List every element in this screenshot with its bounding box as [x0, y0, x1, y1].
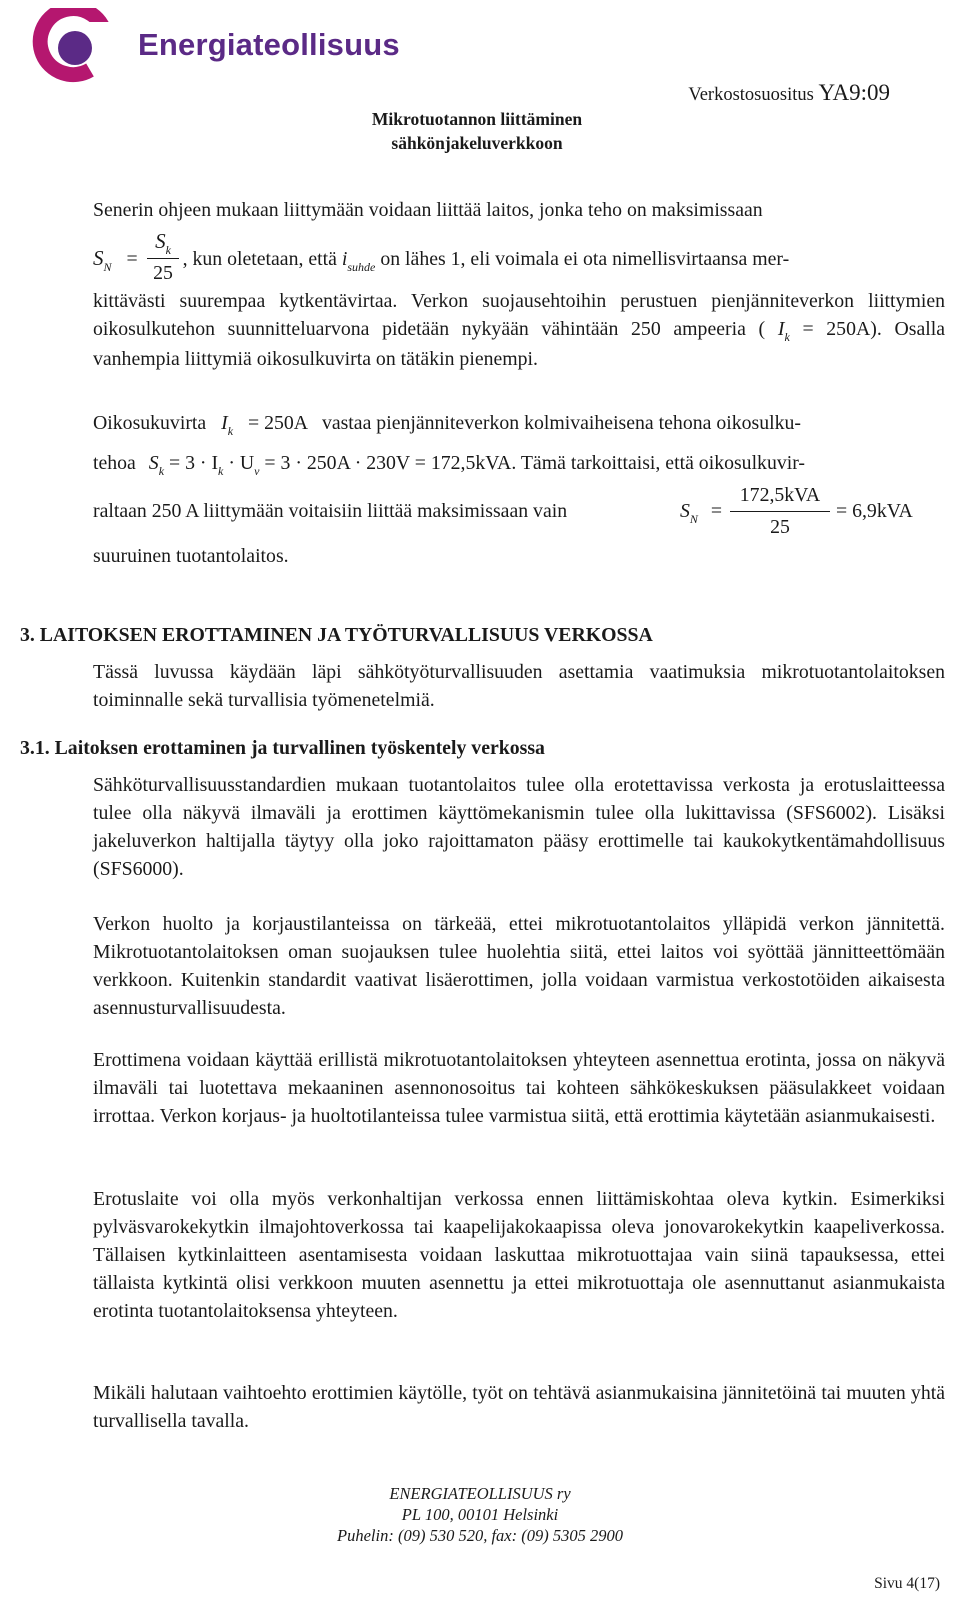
formula-denominator: 25: [153, 262, 173, 284]
calc-line-2: tehoa $S_k = 3 \cdot I_k \cdot U_v = 3 \cdot 250A \cdot 230V = 172,5kVA$. Tämä tarkoittaisi, että oikosulkuvir-: [93, 452, 806, 478]
recommendation-label: Verkostosuositus: [688, 85, 814, 105]
section-3-heading: 3. LAITOKSEN EROTTAMINEN JA TYÖTURVALLISUUS VERKOSSA: [20, 624, 653, 646]
sn-denominator: 25: [770, 516, 790, 538]
paragraph-3: Erottimena voidaan käyttää erillistä mikrotuotantolaitoksen yhteyteen asennettua erotinta, jossa on näkyvä ilmaväli tai luotettava mekaaninen asennonosoitus tai kohteen sähkökeskuksen pääsulakkeet voidaan irrottaa. Verkon korjaus- ja huoltotilanteissa tulee varmistua siitä, että erottimia käytetään asianmukaisesti.: [93, 1049, 945, 1127]
page-number: Sivu 4(17): [874, 1575, 940, 1592]
sn-fraction-bar: [730, 511, 830, 512]
intro-paragraph-rest: kittävästi suurempaa kytkentävirtaa. Verkon suojausehtoihin perustuen pienjänniteverkon liittymien oikosulkutehon suunnitteluarvona pidetään nykyään vähintään 250 ampeeria ( $I_k = 250A$). Osalla vanhempia liittymiä oikosulkuvirta on tätäkin pienempi.: [93, 290, 946, 370]
sn-result: = 6,9kVA: [836, 500, 913, 522]
brand-name: Energiateollisuus: [138, 27, 400, 62]
calc-line-3: raltaan 250 A liittymään voitaisiin liittää maksimissaan vain: [93, 500, 568, 522]
section-3-1-heading: 3.1. Laitoksen erottaminen ja turvallinen työskentely verkossa: [20, 737, 545, 759]
sn-result-formula: $S_N$ =: [680, 500, 723, 526]
recommendation-id: [688, 80, 890, 106]
intro-line-1: Senerin ohjeen mukaan liittymään voidaan liittää laitos, jonka teho on maksimissaan: [93, 199, 763, 221]
ik-value: = 250A: [802, 318, 871, 340]
footer-org: ENERGIATEOLLISUUS ry: [389, 1484, 571, 1503]
calc-line-1: Oikosukuvirta $I_k = 250A$ vastaa pienjänniteverkon kolmivaiheisena tehona oikosulku-: [93, 412, 801, 438]
formula-eq: =: [126, 248, 138, 270]
calc-line-4: suuruinen tuotantolaitos.: [93, 545, 289, 567]
document-title: [342, 107, 612, 155]
formula-s: S: [93, 246, 104, 270]
formula-s-sub: N: [103, 260, 112, 274]
formula-numerator: $S_k$: [155, 229, 171, 257]
footer: [280, 1483, 680, 1546]
paragraph-4: Erotuslaite voi olla myös verkonhaltijan verkossa ennen liittämiskohtaa oleva kytkin. Esimerkiksi pylväsvarokekytkin ilmajohtoverkossa tai kaapelijakokaapissa oleva jonovarokekytkin kaapeliverkossa. Tällaisen kytkinlaitteen asentamisesta voidaan laskuttaa mikrotuottajaa vain siinä tapauksessa, ettei tällaista kytkintä olisi verkkoon muuten asennettu ja ettei mikrotuottaja ole asennuttanut asianmukaista erotinta tuotantolaitoksensa yhteyteen.: [93, 1188, 945, 1322]
title-line-2: sähkönjakeluverkkoon: [391, 133, 563, 153]
i-var: i: [341, 248, 348, 270]
footer-address: PL 100, 00101 Helsinki: [401, 1505, 559, 1524]
intro-line-2a: , kun oletetaan, että: [182, 248, 342, 270]
paragraph-1: Sähköturvallisuusstandardien mukaan tuotantolaitos tulee olla erotettavissa verkosta ja erotuslaitteessa tulee olla näkyvä ilmaväli ja erottimen käyttömekanismin tulee olla lukittavissa (SFS6002). Lisäksi jakeluverkon haltijalla täytyy olla joko rajoittamaton pääsy erottimelle tai kaukokytkentämahdollisuus (SFS6000).: [93, 774, 945, 880]
title-line-1: Mikrotuotannon liittäminen: [371, 109, 583, 129]
section-3-text: Tässä luvussa käydään läpi sähkötyöturvallisuuden asettamia vaatimuksia mikrotuotantolaitoksen toiminnalle sekä turvallisia työmenetelmiä.: [93, 661, 945, 711]
footer-contact: Puhelin: (09) 530 520, fax: (09) 5305 2900: [337, 1526, 623, 1545]
sn-numerator: 172,5kVA: [739, 484, 821, 506]
i-sub: suhde: [347, 260, 376, 274]
recommendation-code: YA9:09: [818, 80, 890, 105]
fraction-bar: [147, 258, 179, 259]
intro-line-2b: on lähes 1, eli voimala ei ota nimellisvirtaansa mer-: [375, 248, 790, 270]
paragraph-5: Mikäli halutaan vaihtoehto erottimien käytölle, työt on tehtävä asianmukaisina jännitetöinä tai muuten yhtä turvallisella tavalla.: [93, 1382, 945, 1432]
paragraph-2: Verkon huolto ja korjaustilanteissa on tärkeää, ettei mikrotuotantolaitos ylläpidä verkon jännitettä. Mikrotuotantolaitoksen oman suojauksen tulee huolehtia siitä, ettei laitos voi syöttää jännitteettömään verkkoon. Kuitenkin standardit vaativat lisäerottimen, jolla voidaan varmistua verkostotöiden aikaisesta asennusturvallisuudesta.: [93, 913, 945, 1019]
